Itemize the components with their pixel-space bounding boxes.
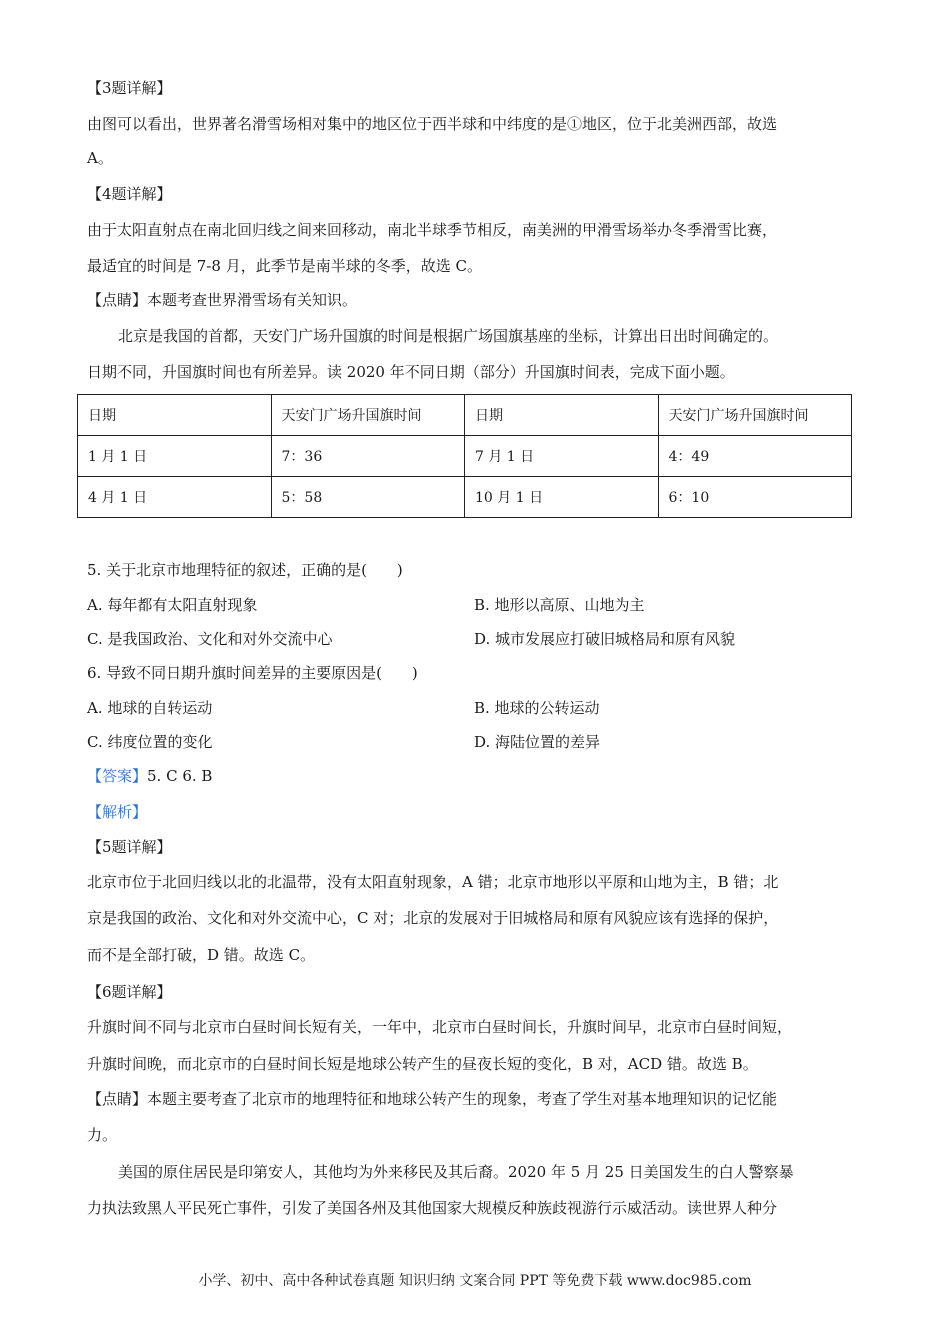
table-header-cell: 天安门广场升国旗时间 (658, 395, 852, 436)
q5-option-a: A. 每年都有太阳直射现象 (87, 596, 258, 614)
intro-paragraph: 北京是我国的首都，天安门广场升国旗的时间是根据广场国旗基座的坐标，计算出日出时间确定的。 (118, 327, 779, 345)
q5-detail-line: 北京市位于北回归线以北的北温带，没有太阳直射现象，A 错；北京市地形以平原和山地为主，B 错；北 (87, 873, 779, 891)
table-header-cell: 日期 (78, 395, 272, 436)
q5-detail-line: 京是我国的政治、文化和对外交流中心，C 对；北京的发展对于旧城格局和原有风貌应该有选择的保护， (87, 909, 779, 927)
q6-option-b: B. 地球的公转运动 (474, 699, 600, 717)
q3-detail-title: 【3题详解】 (87, 79, 172, 97)
q3-detail-line: 由图可以看出，世界著名滑雪场相对集中的地区位于西半球和中纬度的是①地区，位于北美洲西部，故选 (87, 115, 778, 133)
answer-line (87, 766, 212, 786)
q3-detail-line: A。 (87, 149, 113, 167)
q4-detail-line: 由于太阳直射点在南北回归线之间来回移动，南北半球季节相反，南美洲的甲滑雪场举办冬季滑雪比赛， (87, 221, 778, 239)
flag-raising-table (77, 394, 852, 518)
q6-detail-line: 升旗时间晚，而北京市的白昼时间长短是地球公转产生的昼夜长短的变化，B 对，ACD 错。故选 B。 (87, 1055, 758, 1073)
table-cell: 10 月 1 日 (465, 477, 659, 518)
table-row (78, 477, 852, 518)
next-paragraph: 美国的原住居民是印第安人，其他均为外来移民及其后裔。2020 年 5 月 25 日美国发生的白人警察暴 (118, 1163, 794, 1181)
q6-dianjing: 力。 (87, 1126, 118, 1144)
table-cell: 6：10 (658, 477, 852, 518)
q4-detail-title: 【4题详解】 (87, 185, 172, 203)
footer-watermark: 小学、初中、高中各种试卷真题 知识归纳 文案合同 PPT 等免费下载 www.doc985.com (198, 1273, 752, 1289)
next-paragraph: 力执法致黑人平民死亡事件，引发了美国各州及其他国家大规模反种族歧视游行示威活动。读世界人种分 (87, 1199, 778, 1217)
q5-option-c: C. 是我国政治、文化和对外交流中心 (87, 630, 333, 648)
q6-detail-line: 升旗时间不同与北京市白昼时间长短有关，一年中，北京市白昼时间长，升旗时间早，北京市白昼时间短， (87, 1018, 793, 1036)
analysis-label: 【解析】 (87, 803, 148, 821)
table-cell: 1 月 1 日 (78, 436, 272, 477)
q6-stem: 6. 导致不同日期升旗时间差异的主要原因是( ) (87, 664, 418, 682)
answer-label: 【答案】 (87, 767, 148, 785)
intro-paragraph: 日期不同，升国旗时间也有所差异。读 2020 年不同日期（部分）升国旗时间表，完成下面小题。 (87, 363, 735, 381)
q5-option-b: B. 地形以高原、山地为主 (474, 596, 645, 614)
table-header-cell: 日期 (465, 395, 659, 436)
q6-detail-title: 【6题详解】 (87, 983, 172, 1001)
q6-option-c: C. 纬度位置的变化 (87, 733, 213, 751)
q4-detail-line: 最适宜的时间是 7-8 月，此季节是南半球的冬季，故选 C。 (87, 257, 482, 275)
q5-option-d: D. 城市发展应打破旧城格局和原有风貌 (474, 630, 736, 648)
q5-detail-line: 而不是全部打破，D 错。故选 C。 (87, 946, 316, 964)
table-cell: 4：49 (658, 436, 852, 477)
table-row (78, 436, 852, 477)
table-header-row (78, 395, 852, 436)
q5-detail-title: 【5题详解】 (87, 838, 172, 856)
table-cell: 7 月 1 日 (465, 436, 659, 477)
q4-dianjing: 【点睛】本题考查世界滑雪场有关知识。 (87, 291, 358, 309)
q6-option-a: A. 地球的自转运动 (87, 699, 213, 717)
q5-stem: 5. 关于北京市地理特征的叙述，正确的是( ) (87, 561, 403, 579)
table-cell: 4 月 1 日 (78, 477, 272, 518)
table-cell: 7：36 (271, 436, 465, 477)
table-header-cell: 天安门广场升国旗时间 (271, 395, 465, 436)
table-cell: 5：58 (271, 477, 465, 518)
answer-text: 5. C 6. B (147, 767, 213, 785)
q6-dianjing: 【点睛】本题主要考查了北京市的地理特征和地球公转产生的现象，考查了学生对基本地理知识的记忆能 (87, 1090, 778, 1108)
q6-option-d: D. 海陆位置的差异 (474, 733, 601, 751)
